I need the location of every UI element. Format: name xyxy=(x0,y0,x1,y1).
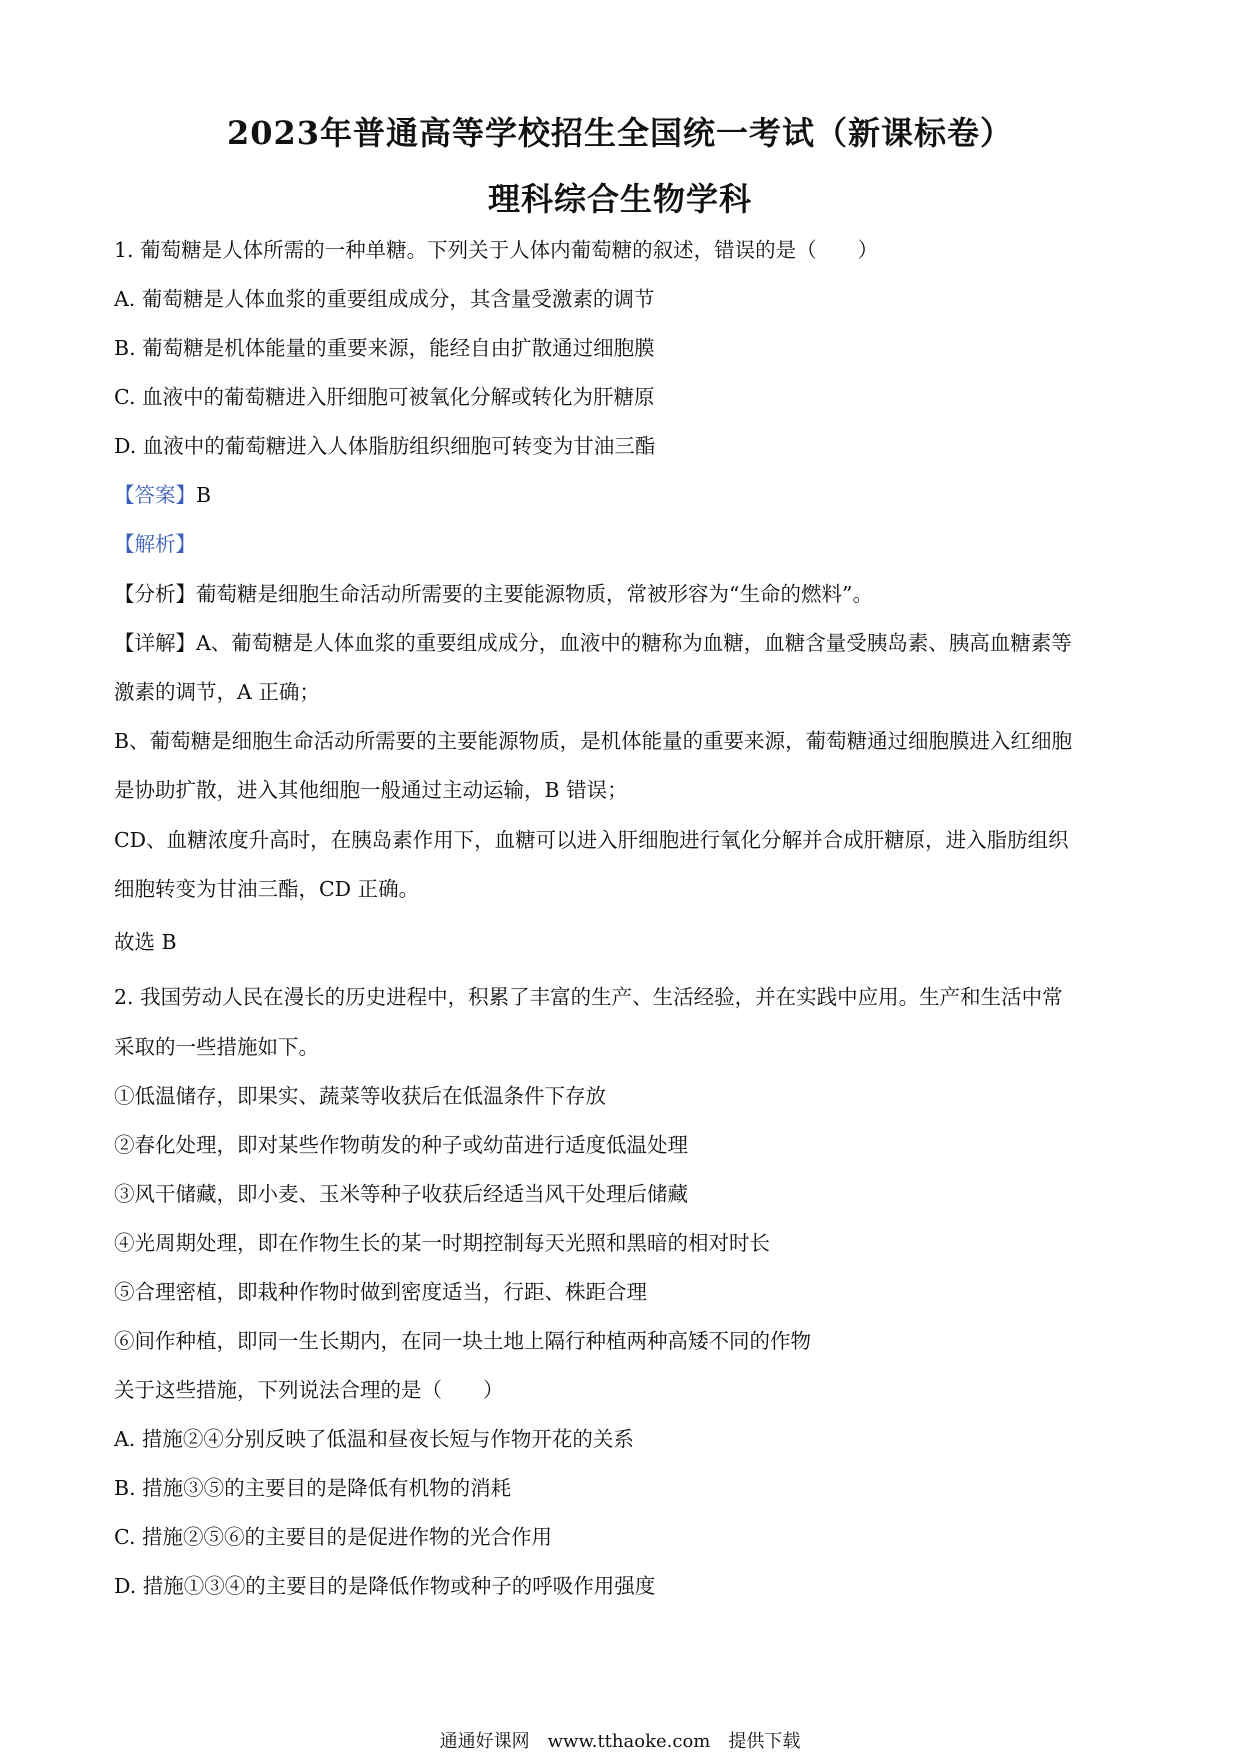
exam-subtitle: 理科综合生物学科 xyxy=(487,180,752,218)
q2-measure-4: ④光周期处理，即在作物生长的某一时期控制每天光照和黑暗的相对时长 xyxy=(114,1231,770,1255)
q2-option-b: B. 措施③⑤的主要目的是降低有机物的消耗 xyxy=(114,1476,512,1500)
q2-option-c: C. 措施②⑤⑥的主要目的是促进作物的光合作用 xyxy=(114,1525,552,1549)
q1-option-c: C. 血液中的葡萄糖进入肝细胞可被氧化分解或转化为肝糖原 xyxy=(114,385,655,409)
exam-title: 2023年普通高等学校招生全国统一考试（新课标卷） xyxy=(226,114,1014,152)
q2-measure-3: ③风干储藏，即小麦、玉米等种子收获后经适当风干处理后储藏 xyxy=(114,1182,688,1206)
q1-detail-line: 【详解】A、葡萄糖是人体血浆的重要组成成分，血液中的糖称为血糖，血糖含量受胰岛素、胰高血糖素等 xyxy=(114,631,1072,655)
q1-conclusion: 故选 B xyxy=(114,930,177,954)
answer-label: 【答案】 xyxy=(114,483,196,507)
q2-measure-1: ①低温储存，即果实、蔬菜等收获后在低温条件下存放 xyxy=(114,1084,606,1108)
q1-option-d: D. 血液中的葡萄糖进入人体脂肪组织细胞可转变为甘油三酯 xyxy=(114,434,656,458)
q1-detail-line: B、葡萄糖是细胞生命活动所需要的主要能源物质，是机体能量的重要来源，葡萄糖通过细胞膜进入红细胞 xyxy=(114,729,1073,753)
q2-option-a: A. 措施②④分别反映了低温和昼夜长短与作物开花的关系 xyxy=(114,1427,634,1451)
q1-fenxi: 【分析】葡萄糖是细胞生命活动所需要的主要能源物质，常被形容为“生命的燃料”。 xyxy=(114,582,873,606)
q2-measure-5: ⑤合理密植，即栽种作物时做到密度适当，行距、株距合理 xyxy=(114,1280,647,1304)
q2-stem-line: 采取的一些措施如下。 xyxy=(114,1035,319,1059)
analysis-label: 【解析】 xyxy=(114,532,196,556)
q2-measure-2: ②春化处理，即对某些作物萌发的种子或幼苗进行适度低温处理 xyxy=(114,1133,688,1157)
footer-watermark[interactable]: 通通好课网 www.tthaoke.com 提供下载 xyxy=(439,1731,801,1752)
q2-measure-6: ⑥间作种植，即同一生长期内，在同一块土地上隔行种植两种高矮不同的作物 xyxy=(114,1329,811,1353)
q2-question: 关于这些措施，下列说法合理的是（ ） xyxy=(114,1378,504,1402)
q1-answer xyxy=(114,481,211,509)
q1-detail-line: 细胞转变为甘油三酯，CD 正确。 xyxy=(114,877,420,901)
q1-option-a: A. 葡萄糖是人体血浆的重要组成成分，其含量受激素的调节 xyxy=(114,287,655,311)
q1-detail-line: 是协助扩散，进入其他细胞一般通过主动运输，B 错误； xyxy=(114,778,628,802)
q1-stem: 1. 葡萄糖是人体所需的一种单糖。下列关于人体内葡萄糖的叙述，错误的是（ ） xyxy=(114,238,879,262)
answer-value: B xyxy=(196,483,212,507)
q1-option-b: B. 葡萄糖是机体能量的重要来源，能经自由扩散通过细胞膜 xyxy=(114,336,655,360)
q1-detail-line: CD、血糖浓度升高时，在胰岛素作用下，血糖可以进入肝细胞进行氧化分解并合成肝糖原，进入脂肪组织 xyxy=(114,828,1069,852)
q1-detail-line: 激素的调节，A 正确； xyxy=(114,680,320,704)
q2-option-d: D. 措施①③④的主要目的是降低作物或种子的呼吸作用强度 xyxy=(114,1574,656,1598)
q2-stem-line: 2. 我国劳动人民在漫长的历史进程中，积累了丰富的生产、生活经验，并在实践中应用。生产和生活中常 xyxy=(114,985,1063,1009)
